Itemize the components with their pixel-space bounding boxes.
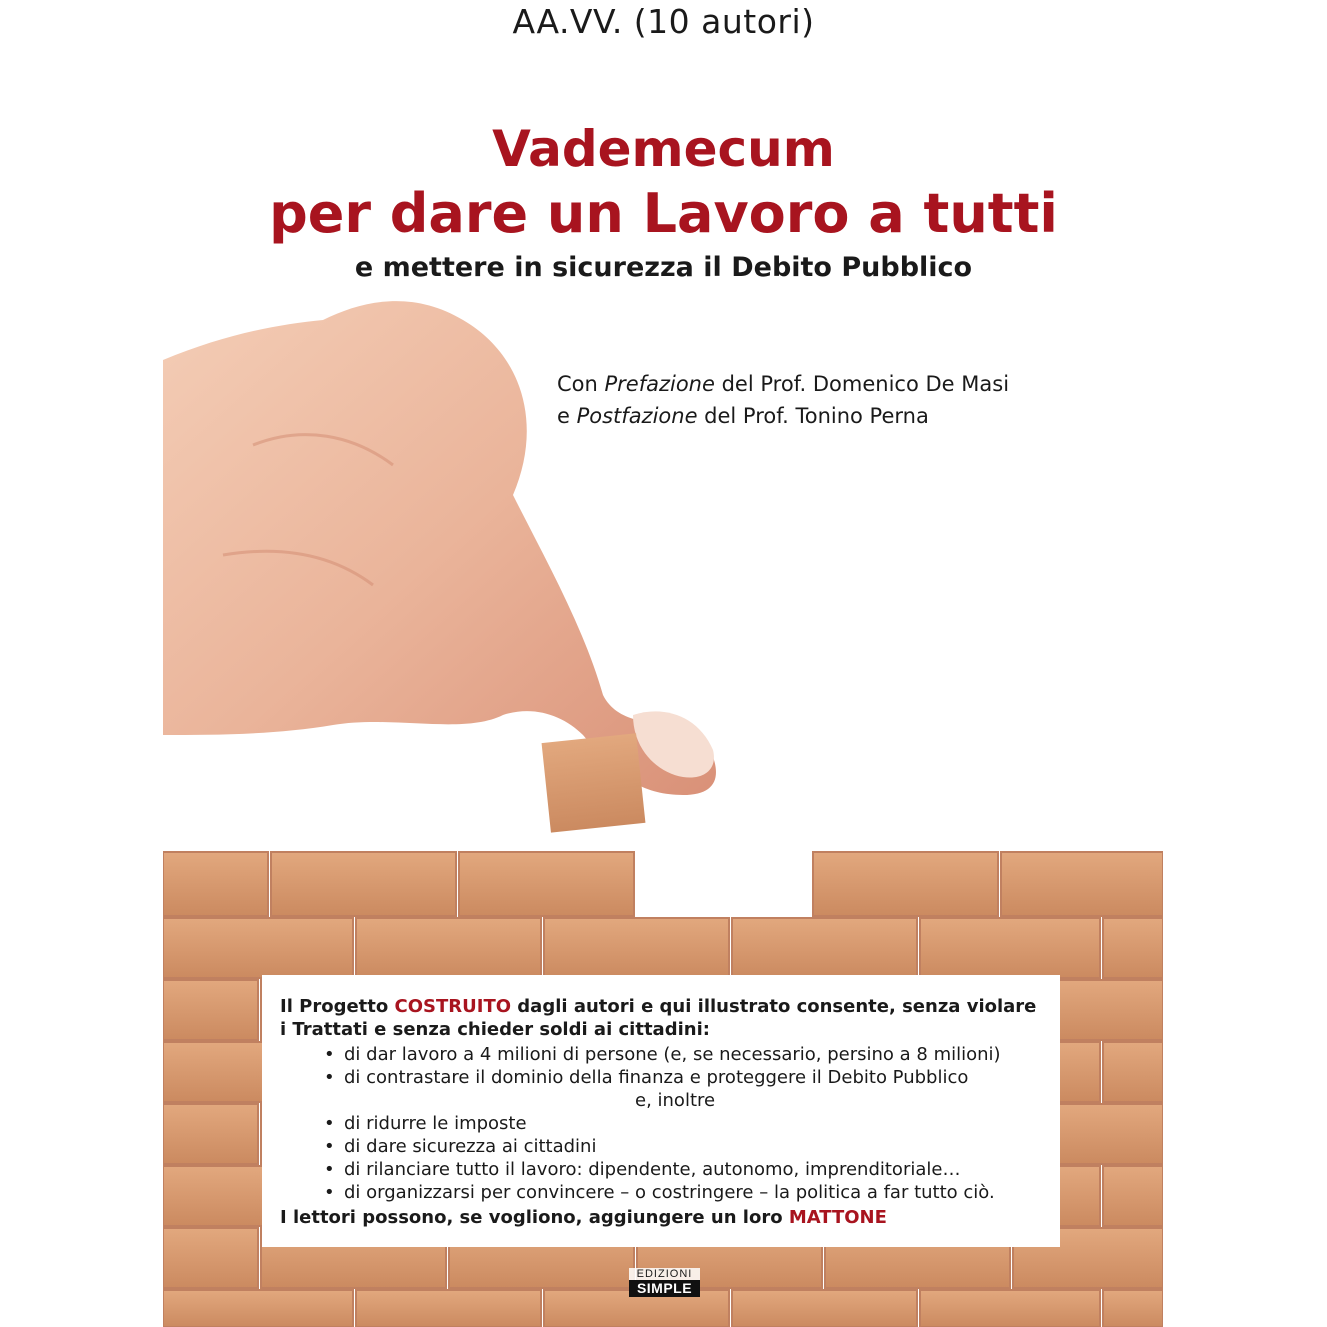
list-item: • di contrastare il dominio della finanza e proteggere il Debito Pubblico xyxy=(324,1066,1046,1089)
book-title-line2: per dare un Lavoro a tutti xyxy=(269,182,1058,245)
summary-intro: Il Progetto COSTRUITO dagli autori e qui illustrato consente, senza violare i Trattati e senza chieder soldi ai cittadini: xyxy=(280,996,1037,1040)
project-summary-box xyxy=(262,975,1060,1247)
list-item: • di dare sicurezza ai cittadini xyxy=(324,1135,1046,1158)
book-title-line1: Vademecum xyxy=(492,120,835,178)
inoltre-text: e, inoltre xyxy=(635,1090,716,1111)
list-item: • di rilanciare tutto il lavoro: dipendente, autonomo, imprenditoriale… xyxy=(324,1158,1046,1181)
highlight-costruito: COSTRUITO xyxy=(394,996,512,1017)
publisher-logo xyxy=(629,1268,700,1297)
list-item: • di organizzarsi per convincere – o costringere – la politica a far tutto ciò. xyxy=(324,1181,1046,1204)
list-item: • di dar lavoro a 4 milioni di persone (e, se necessario, persino a 8 milioni) xyxy=(324,1043,1046,1066)
summary-points-b xyxy=(280,1112,1046,1204)
credits xyxy=(557,368,1009,432)
credits-preface-line: Con Prefazione del Prof. Domenico De Masi xyxy=(557,372,1010,396)
list-item: • di ridurre le imposte xyxy=(324,1112,1046,1135)
authors-line: AA.VV. (10 autori) xyxy=(512,2,815,41)
summary-closing: I lettori possono, se vogliono, aggiungere un loro MATTONE xyxy=(280,1207,887,1228)
book-subtitle: e mettere in sicurezza il Debito Pubblico xyxy=(354,252,973,283)
credits-postface-line: e Postfazione del Prof. Tonino Perna xyxy=(557,404,929,428)
publisher-name: SIMPLE xyxy=(629,1280,700,1297)
highlight-mattone: MATTONE xyxy=(788,1207,887,1228)
publisher-edizioni: EDIZIONI xyxy=(629,1268,700,1280)
summary-points-a xyxy=(280,1043,1046,1089)
